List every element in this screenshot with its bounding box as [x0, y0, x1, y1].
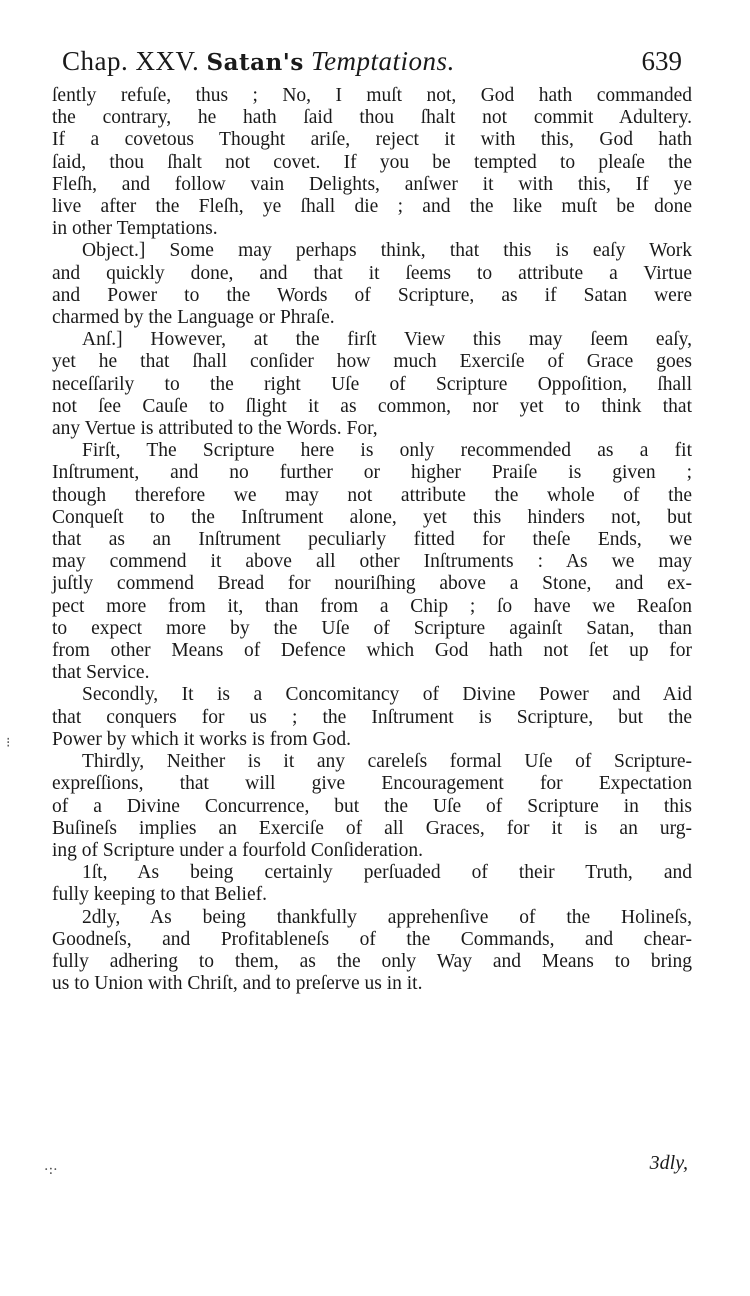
- body-text: [52, 85, 692, 995]
- text-line: neceſſarily to the right Uſe of Scripture Oppoſition, ſhall: [52, 373, 692, 395]
- text-line: Thirdly, Neither is it any careleſs formal Uſe of Scripture-: [82, 751, 692, 773]
- text-line: 1ſt, As being certainly perſuaded of their Truth, and: [82, 862, 692, 884]
- text-line: ing of Scripture under a fourfold Conſideration.: [52, 839, 423, 861]
- text-line: yet he that ſhall conſider how much Exerciſe of Grace goes: [52, 351, 692, 373]
- text-line: any Vertue is attributed to the Words. For,: [52, 418, 378, 440]
- text-line: fully keeping to that Belief.: [52, 884, 267, 906]
- text-line: not ſee Cauſe to ſlight it as common, nor yet to think that: [52, 395, 692, 417]
- text-line: If a covetous Thought ariſe, reject it with this, God hath: [52, 129, 692, 151]
- text-line: Power by which it works is from God.: [52, 728, 351, 750]
- text-line: the contrary, he hath ſaid thou ſhalt not commit Adultery.: [52, 107, 692, 129]
- text-line: 2dly, As being thankfully apprehenſive of the Holineſs,: [82, 906, 692, 928]
- text-line: Buſineſs implies an Exerciſe of all Graces, for it is an urg-: [52, 817, 692, 839]
- text-line: from other Means of Defence which God hath not ſet up for: [52, 640, 692, 662]
- text-line: juſtly commend Bread for nouriſhing above a Stone, and ex-: [52, 573, 692, 595]
- text-line: Fleſh, and follow vain Delights, anſwer it with this, If ye: [52, 173, 692, 195]
- text-line: charmed by the Language or Phraſe.: [52, 307, 335, 329]
- text-line: Conqueſt to the Inſtrument alone, yet this hinders not, but: [52, 506, 692, 528]
- text-line: and quickly done, and that it ſeems to attribute a Virtue: [52, 262, 692, 284]
- text-line: live after the Fleſh, ye ſhall die ; and the like muſt be done: [52, 196, 692, 218]
- margin-speck: ·:·: [44, 1162, 58, 1178]
- text-line: though therefore we may not attribute the whole of the: [52, 484, 692, 506]
- text-line: expreſſions, that will give Encouragement for Expectation: [52, 773, 692, 795]
- chapter-label: Chap. XXV.: [62, 46, 200, 76]
- running-head: [62, 46, 682, 82]
- text-line: of a Divine Concurrence, but the Uſe of Scripture in this: [52, 795, 692, 817]
- text-line: may commend it above all other Inſtruments : As we may: [52, 551, 692, 573]
- text-line: Firſt, The Scripture here is only recommended as a fit: [82, 440, 692, 462]
- text-line: Secondly, It is a Concomitancy of Divine Power and Aid: [82, 684, 692, 706]
- text-line: Inſtrument, and no further or higher Praiſe is given ;: [52, 462, 692, 484]
- text-line: that conquers for us ; the Inſtrument is Scripture, but the: [52, 706, 692, 728]
- text-line: pect more from it, than from a Chip ; ſo have we Reaſon: [52, 595, 692, 617]
- text-line: Anſ.] However, at the firſt View this may ſeem eaſy,: [82, 329, 692, 351]
- satan-label: Satan's: [206, 49, 304, 76]
- margin-speck: ⁝: [6, 735, 11, 751]
- text-line: in other Temptations.: [52, 218, 218, 240]
- text-line: to expect more by the Uſe of Scripture againſt Satan, than: [52, 617, 692, 639]
- text-line: and Power to the Words of Scripture, as if Satan were: [52, 284, 692, 306]
- chapter-heading: [62, 46, 455, 77]
- text-line: us to Union with Chriſt, and to preſerve us in it.: [52, 973, 423, 995]
- text-line: that as an Inſtrument peculiarly fitted for theſe Ends, we: [52, 529, 692, 551]
- text-line: Goodneſs, and Profitableneſs of the Commands, and chear-: [52, 928, 692, 950]
- text-line: fully adhering to them, as the only Way and Means to bring: [52, 950, 692, 972]
- text-line: that Service.: [52, 662, 150, 684]
- temptations-label: Temptations.: [311, 46, 455, 76]
- text-line: ſaid, thou ſhalt not covet. If you be tempted to pleaſe the: [52, 151, 692, 173]
- page-number: 639: [641, 46, 682, 76]
- text-line: Object.] Some may perhaps think, that this is eaſy Work: [82, 240, 692, 262]
- catchword: 3dly,: [649, 1152, 688, 1174]
- text-line: ſently refuſe, thus ; No, I muſt not, God hath commanded: [52, 85, 692, 106]
